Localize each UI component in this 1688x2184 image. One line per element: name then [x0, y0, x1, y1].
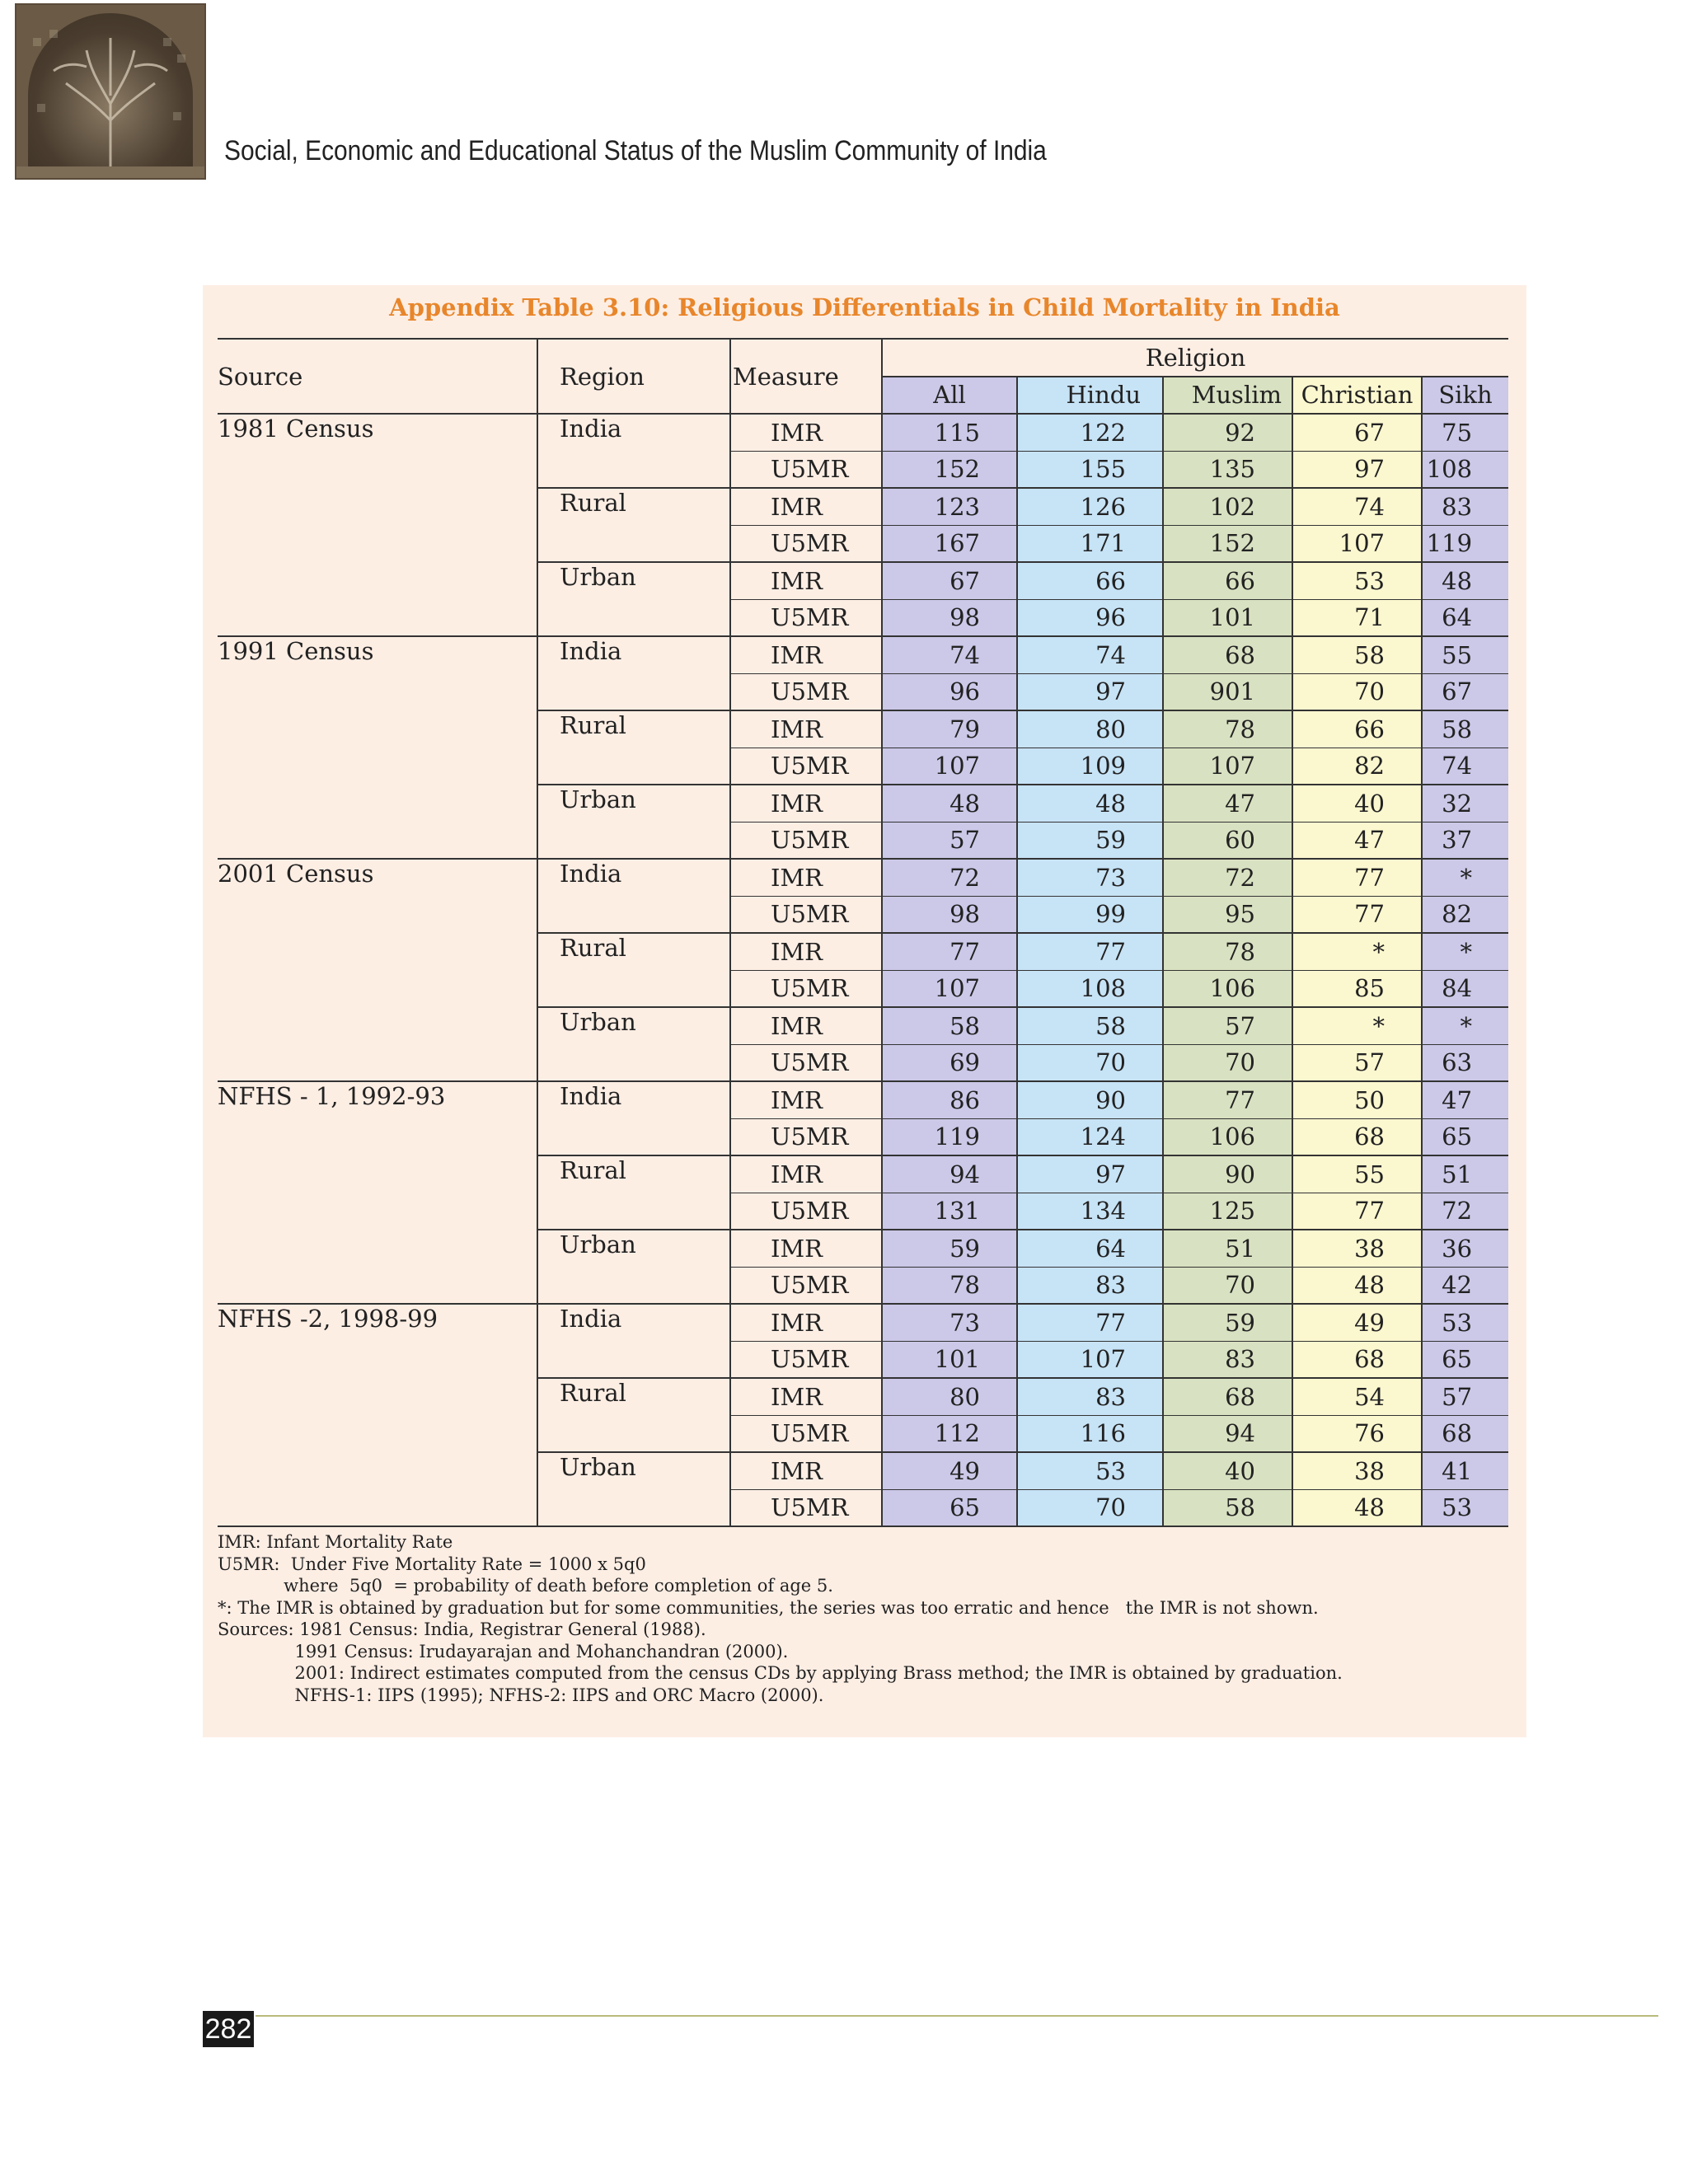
- value-cell: 38: [1292, 1230, 1422, 1267]
- measure-cell: IMR: [730, 636, 882, 673]
- value-cell: 49: [882, 1452, 1017, 1489]
- value-cell: 90: [1163, 1155, 1292, 1193]
- measure-cell: IMR: [730, 488, 882, 525]
- footer-rule: [256, 2015, 1658, 2017]
- value-cell: 107: [1017, 1341, 1163, 1378]
- value-cell: 122: [1017, 414, 1163, 451]
- value-cell: 69: [882, 1044, 1017, 1081]
- measure-cell: U5MR: [730, 525, 882, 562]
- value-cell: 53: [1422, 1489, 1508, 1526]
- value-cell: 92: [1163, 414, 1292, 451]
- value-cell: 47: [1422, 1081, 1508, 1118]
- value-cell: *: [1292, 933, 1422, 970]
- value-cell: 74: [1422, 748, 1508, 785]
- measure-cell: IMR: [730, 1452, 882, 1489]
- value-cell: 67: [1292, 414, 1422, 451]
- value-cell: 66: [1017, 562, 1163, 599]
- value-cell: 155: [1017, 451, 1163, 488]
- value-cell: 94: [882, 1155, 1017, 1193]
- value-cell: 57: [882, 822, 1017, 859]
- value-cell: 63: [1422, 1044, 1508, 1081]
- value-cell: 123: [882, 488, 1017, 525]
- value-cell: 98: [882, 599, 1017, 636]
- value-cell: 107: [1292, 525, 1422, 562]
- table-row: [218, 636, 1508, 673]
- table-row: [218, 1304, 1508, 1341]
- value-cell: 107: [882, 970, 1017, 1007]
- value-cell: 48: [1292, 1489, 1422, 1526]
- value-cell: 68: [1163, 636, 1292, 673]
- value-cell: 58: [1292, 636, 1422, 673]
- value-cell: 65: [1422, 1341, 1508, 1378]
- region-cell: India: [537, 636, 730, 710]
- value-cell: 59: [1017, 822, 1163, 859]
- value-cell: 82: [1292, 748, 1422, 785]
- measure-cell: U5MR: [730, 1118, 882, 1155]
- value-cell: 64: [1422, 599, 1508, 636]
- value-cell: 78: [882, 1267, 1017, 1304]
- value-cell: 73: [882, 1304, 1017, 1341]
- value-cell: 53: [1017, 1452, 1163, 1489]
- value-cell: 58: [1017, 1007, 1163, 1044]
- value-cell: 68: [1163, 1378, 1292, 1415]
- value-cell: 116: [1017, 1415, 1163, 1452]
- header-source: Source: [218, 339, 537, 414]
- measure-cell: IMR: [730, 785, 882, 822]
- header-sikh: Sikh: [1422, 377, 1508, 415]
- source-cell: NFHS -2, 1998-99: [218, 1304, 537, 1526]
- value-cell: 83: [1017, 1378, 1163, 1415]
- value-cell: 79: [882, 710, 1017, 748]
- value-cell: 77: [1163, 1081, 1292, 1118]
- value-cell: 85: [1292, 970, 1422, 1007]
- measure-cell: U5MR: [730, 673, 882, 710]
- value-cell: 70: [1292, 673, 1422, 710]
- value-cell: 77: [1292, 896, 1422, 933]
- measure-cell: IMR: [730, 859, 882, 896]
- value-cell: 60: [1163, 822, 1292, 859]
- value-cell: 131: [882, 1193, 1017, 1230]
- header-region: Region: [537, 339, 730, 414]
- value-cell: 58: [1163, 1489, 1292, 1526]
- value-cell: 37: [1422, 822, 1508, 859]
- value-cell: 95: [1163, 896, 1292, 933]
- value-cell: 51: [1422, 1155, 1508, 1193]
- value-cell: 41: [1422, 1452, 1508, 1489]
- value-cell: 74: [882, 636, 1017, 673]
- measure-cell: U5MR: [730, 970, 882, 1007]
- value-cell: *: [1422, 859, 1508, 896]
- footnote-line: where 5q0 = probability of death before completion of age 5.: [218, 1576, 833, 1596]
- value-cell: 67: [1422, 673, 1508, 710]
- value-cell: 101: [1163, 599, 1292, 636]
- region-cell: Urban: [537, 1452, 730, 1526]
- value-cell: 152: [882, 451, 1017, 488]
- value-cell: 152: [1163, 525, 1292, 562]
- value-cell: 167: [882, 525, 1017, 562]
- value-cell: 124: [1017, 1118, 1163, 1155]
- measure-cell: U5MR: [730, 1193, 882, 1230]
- value-cell: 107: [882, 748, 1017, 785]
- footnote-line: NFHS-1: IIPS (1995); NFHS-2: IIPS and ORC Macro (2000).: [218, 1685, 824, 1705]
- value-cell: *: [1292, 1007, 1422, 1044]
- value-cell: 83: [1017, 1267, 1163, 1304]
- region-cell: Rural: [537, 933, 730, 1007]
- mortality-table: [218, 338, 1508, 1527]
- region-cell: India: [537, 1081, 730, 1155]
- value-cell: 53: [1292, 562, 1422, 599]
- value-cell: 70: [1017, 1044, 1163, 1081]
- value-cell: 97: [1292, 451, 1422, 488]
- value-cell: 82: [1422, 896, 1508, 933]
- value-cell: 64: [1017, 1230, 1163, 1267]
- value-cell: 106: [1163, 1118, 1292, 1155]
- value-cell: 40: [1292, 785, 1422, 822]
- value-cell: 67: [882, 562, 1017, 599]
- table-row: [218, 414, 1508, 451]
- source-cell: NFHS - 1, 1992-93: [218, 1081, 537, 1304]
- measure-cell: U5MR: [730, 896, 882, 933]
- value-cell: 94: [1163, 1415, 1292, 1452]
- value-cell: 38: [1292, 1452, 1422, 1489]
- footnote-line: U5MR: Under Five Mortality Rate = 1000 x 5q0: [218, 1554, 646, 1574]
- value-cell: 78: [1163, 710, 1292, 748]
- value-cell: 47: [1163, 785, 1292, 822]
- page-number: 282: [203, 2011, 254, 2047]
- value-cell: 75: [1422, 414, 1508, 451]
- value-cell: 80: [882, 1378, 1017, 1415]
- footnote-line: 2001: Indirect estimates computed from the census CDs by applying Brass method; the IMR is obtained by graduation.: [218, 1663, 1343, 1683]
- measure-cell: U5MR: [730, 599, 882, 636]
- measure-cell: U5MR: [730, 451, 882, 488]
- value-cell: 59: [882, 1230, 1017, 1267]
- region-cell: Rural: [537, 488, 730, 562]
- measure-cell: U5MR: [730, 1267, 882, 1304]
- value-cell: 51: [1163, 1230, 1292, 1267]
- value-cell: 48: [882, 785, 1017, 822]
- value-cell: 66: [1163, 562, 1292, 599]
- header-religion: Religion: [882, 339, 1508, 377]
- region-cell: Urban: [537, 562, 730, 636]
- value-cell: 77: [1017, 933, 1163, 970]
- region-cell: Rural: [537, 1155, 730, 1230]
- measure-cell: U5MR: [730, 1415, 882, 1452]
- monument-emblem-image: [15, 3, 206, 180]
- value-cell: 68: [1292, 1118, 1422, 1155]
- value-cell: 49: [1292, 1304, 1422, 1341]
- table-row: [218, 1081, 1508, 1118]
- measure-cell: IMR: [730, 933, 882, 970]
- source-cell: 2001 Census: [218, 859, 537, 1081]
- measure-cell: U5MR: [730, 822, 882, 859]
- value-cell: 58: [882, 1007, 1017, 1044]
- value-cell: 68: [1292, 1341, 1422, 1378]
- value-cell: 107: [1163, 748, 1292, 785]
- measure-cell: IMR: [730, 414, 882, 451]
- value-cell: 74: [1017, 636, 1163, 673]
- value-cell: 76: [1292, 1415, 1422, 1452]
- measure-cell: IMR: [730, 1304, 882, 1341]
- measure-cell: U5MR: [730, 1489, 882, 1526]
- header-christian: Christian: [1292, 377, 1422, 415]
- header-measure: Measure: [730, 339, 882, 414]
- value-cell: 65: [1422, 1118, 1508, 1155]
- value-cell: 65: [882, 1489, 1017, 1526]
- value-cell: 90: [1017, 1081, 1163, 1118]
- value-cell: 72: [1163, 859, 1292, 896]
- value-cell: 83: [1422, 488, 1508, 525]
- footnote-line: *: The IMR is obtained by graduation but for some communities, the series was too erratic and hence the IMR is not shown.: [218, 1597, 1319, 1618]
- header-all: All: [882, 377, 1017, 415]
- value-cell: 70: [1017, 1489, 1163, 1526]
- value-cell: 48: [1422, 562, 1508, 599]
- source-cell: 1981 Census: [218, 414, 537, 636]
- value-cell: 36: [1422, 1230, 1508, 1267]
- value-cell: 50: [1292, 1081, 1422, 1118]
- value-cell: 68: [1422, 1415, 1508, 1452]
- footnote-line: 1991 Census: Irudayarajan and Mohanchandran (2000).: [218, 1641, 789, 1661]
- region-cell: Rural: [537, 710, 730, 785]
- table-footnotes: [218, 1531, 1343, 1706]
- value-cell: 57: [1163, 1007, 1292, 1044]
- value-cell: 84: [1422, 970, 1508, 1007]
- value-cell: 108: [1017, 970, 1163, 1007]
- value-cell: 59: [1163, 1304, 1292, 1341]
- value-cell: 112: [882, 1415, 1017, 1452]
- value-cell: 80: [1017, 710, 1163, 748]
- value-cell: 74: [1292, 488, 1422, 525]
- value-cell: 77: [1292, 859, 1422, 896]
- measure-cell: IMR: [730, 1378, 882, 1415]
- value-cell: 97: [1017, 1155, 1163, 1193]
- value-cell: 77: [882, 933, 1017, 970]
- value-cell: 135: [1163, 451, 1292, 488]
- value-cell: 57: [1292, 1044, 1422, 1081]
- running-title: Social, Economic and Educational Status of the Muslim Community of India: [224, 135, 1047, 166]
- footnote-line: IMR: Infant Mortality Rate: [218, 1532, 453, 1552]
- region-cell: India: [537, 414, 730, 488]
- region-cell: India: [537, 859, 730, 933]
- value-cell: 78: [1163, 933, 1292, 970]
- region-cell: Urban: [537, 1007, 730, 1081]
- value-cell: 55: [1292, 1155, 1422, 1193]
- region-cell: India: [537, 1304, 730, 1378]
- value-cell: 72: [1422, 1193, 1508, 1230]
- value-cell: 54: [1292, 1378, 1422, 1415]
- value-cell: 70: [1163, 1267, 1292, 1304]
- value-cell: 109: [1017, 748, 1163, 785]
- value-cell: 108: [1422, 451, 1508, 488]
- value-cell: 99: [1017, 896, 1163, 933]
- header-muslim: Muslim: [1163, 377, 1292, 415]
- measure-cell: IMR: [730, 710, 882, 748]
- value-cell: 55: [1422, 636, 1508, 673]
- value-cell: 97: [1017, 673, 1163, 710]
- measure-cell: U5MR: [730, 1341, 882, 1378]
- value-cell: 53: [1422, 1304, 1508, 1341]
- measure-cell: IMR: [730, 562, 882, 599]
- value-cell: 119: [882, 1118, 1017, 1155]
- footnote-line: Sources: 1981 Census: India, Registrar General (1988).: [218, 1619, 706, 1639]
- value-cell: 58: [1422, 710, 1508, 748]
- measure-cell: U5MR: [730, 748, 882, 785]
- value-cell: 171: [1017, 525, 1163, 562]
- value-cell: 32: [1422, 785, 1508, 822]
- value-cell: 98: [882, 896, 1017, 933]
- value-cell: 57: [1422, 1378, 1508, 1415]
- measure-cell: IMR: [730, 1007, 882, 1044]
- value-cell: *: [1422, 933, 1508, 970]
- value-cell: 48: [1292, 1267, 1422, 1304]
- value-cell: 70: [1163, 1044, 1292, 1081]
- value-cell: *: [1422, 1007, 1508, 1044]
- value-cell: 125: [1163, 1193, 1292, 1230]
- header-hindu: Hindu: [1017, 377, 1163, 415]
- table-title: Appendix Table 3.10: Religious Differentials in Child Mortality in India: [389, 293, 1340, 321]
- region-cell: Urban: [537, 785, 730, 859]
- value-cell: 96: [1017, 599, 1163, 636]
- value-cell: 96: [882, 673, 1017, 710]
- measure-cell: IMR: [730, 1081, 882, 1118]
- value-cell: 102: [1163, 488, 1292, 525]
- region-cell: Urban: [537, 1230, 730, 1304]
- value-cell: 106: [1163, 970, 1292, 1007]
- measure-cell: U5MR: [730, 1044, 882, 1081]
- value-cell: 48: [1017, 785, 1163, 822]
- value-cell: 66: [1292, 710, 1422, 748]
- value-cell: 119: [1422, 525, 1508, 562]
- measure-cell: IMR: [730, 1230, 882, 1267]
- value-cell: 901: [1163, 673, 1292, 710]
- value-cell: 40: [1163, 1452, 1292, 1489]
- source-cell: 1991 Census: [218, 636, 537, 859]
- value-cell: 77: [1017, 1304, 1163, 1341]
- table-row: [218, 859, 1508, 896]
- value-cell: 72: [882, 859, 1017, 896]
- value-cell: 134: [1017, 1193, 1163, 1230]
- value-cell: 126: [1017, 488, 1163, 525]
- value-cell: 73: [1017, 859, 1163, 896]
- table-panel: [203, 285, 1526, 1737]
- measure-cell: IMR: [730, 1155, 882, 1193]
- value-cell: 47: [1292, 822, 1422, 859]
- value-cell: 71: [1292, 599, 1422, 636]
- region-cell: Rural: [537, 1378, 730, 1452]
- value-cell: 115: [882, 414, 1017, 451]
- value-cell: 77: [1292, 1193, 1422, 1230]
- value-cell: 42: [1422, 1267, 1508, 1304]
- value-cell: 101: [882, 1341, 1017, 1378]
- value-cell: 86: [882, 1081, 1017, 1118]
- value-cell: 83: [1163, 1341, 1292, 1378]
